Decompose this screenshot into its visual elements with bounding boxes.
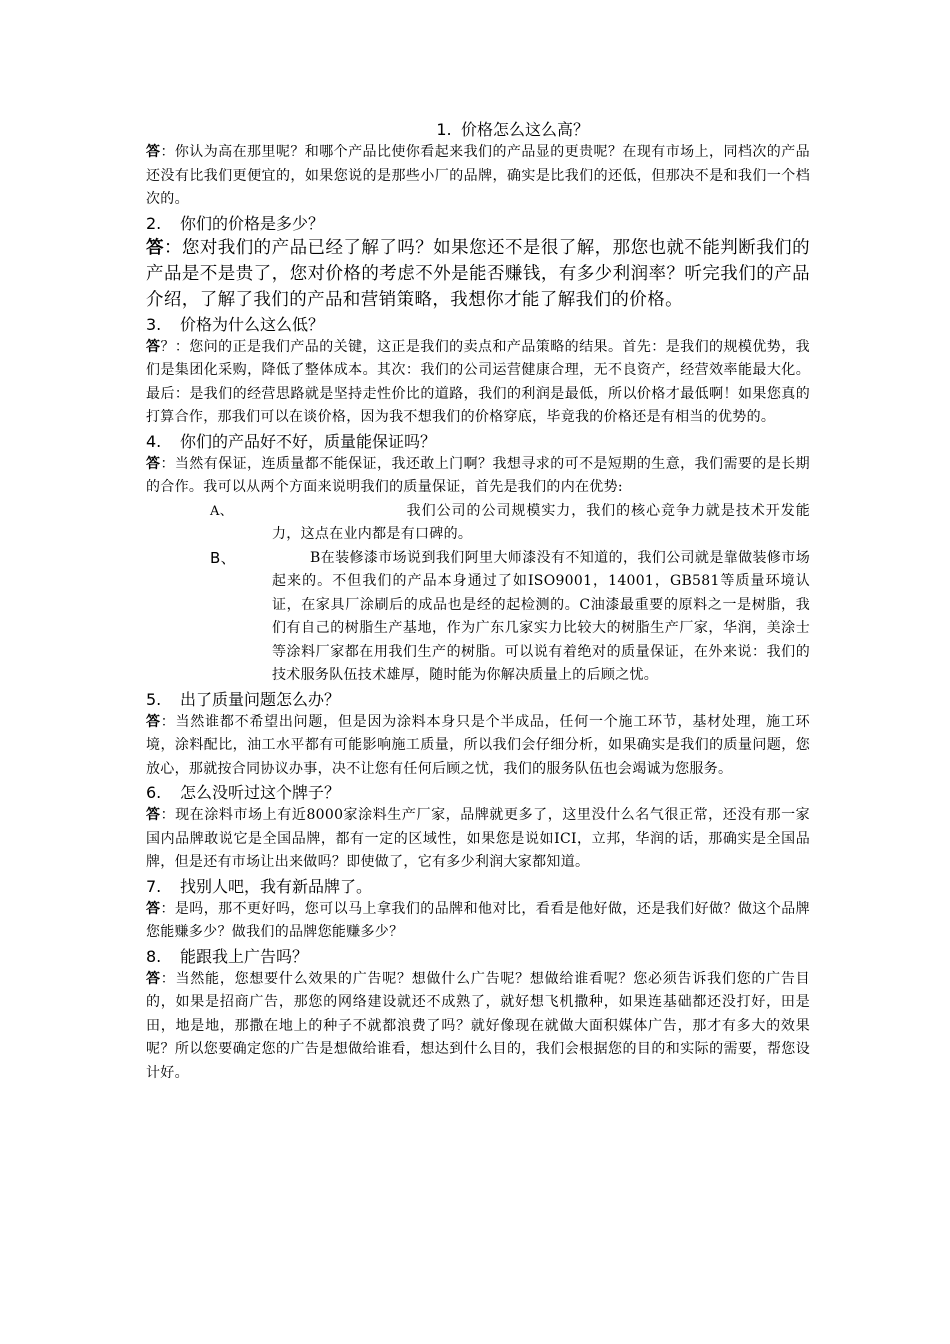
answer-text: ：您对我们的产品已经了解了吗？如果您还不是很了解，那您也就不能判断我们的产品是不是贵了，您对价格的考虑不外是能否赚钱，有多少利润率？听完我们的产品介绍，了解了我们的产品和营销策略，我想你才能了解我们的价格。 [146,237,810,310]
answer-text: ：是吗，那不更好吗，您可以马上拿我们的品牌和他对比，看看是他好做，还是我们好做？做这个品牌您能赚多少？做我们的品牌您能赚多少？ [146,900,810,940]
list-marker: A、 [210,503,233,519]
answer-label: 答 [146,144,161,160]
answer-label: 答 [146,338,161,355]
answer-text: ：你认为高在那里呢？和哪个产品比使你看起来我们的产品显的更贵呢？在现有市场上，同档次的产品还没有比我们更便宜的，如果您说的是那些小厂的品牌，确实是比我们的还低，但那决不是和我们一个档次的。 [146,144,810,207]
question-text: 找别人吧，我有新品牌了。 [180,876,373,896]
question-number: 3. [146,314,162,334]
answer-label: 答 [146,455,161,472]
answer-label: 答 [146,900,161,917]
answer-4 [146,453,810,500]
question-number: 2. [146,213,162,233]
document-page [146,118,810,1085]
question-text: 怎么没听过这个牌子？ [180,783,341,802]
answer-5 [146,711,810,782]
question-7 [146,875,810,898]
answer-8 [146,968,810,1086]
answer-text: ：现在涂料市场上有近8000家涂料生产厂家，品牌就更多了，这里没什么名气很正常，还没有那一家国内品牌敢说它是全国品牌，都有一定的区域性，如果您是说如ICI，立邦，华润的话，那确实是全国品牌，但是还有市场让出来做吗？即使做了，它有多少利润大家都知道。 [146,807,810,870]
question-6 [146,781,810,804]
question-text: 你们的产品好不好，质量能保证吗？ [180,431,437,451]
question-8 [146,945,810,968]
answer-label: 答 [146,970,161,987]
point-text: 我们公司的公司规模实力，我们的核心竞争力就是技术开发能力，这点在业内都是有口碑的。 [272,502,810,542]
question-5 [146,688,810,711]
question-number: 4. [146,431,162,451]
answer-text: ：当然有保证，连质量都不能保证，我还敢上门啊？我想寻求的可不是短期的生意，我们需要的是长期的合作。我可以从两个方面来说明我们的质量保证，首先是我们的内在优势: [146,455,810,495]
answer-3 [146,336,810,430]
question-number: 7. [146,876,162,896]
answer-label: 答 [146,807,161,823]
answer-text: ：当然能，您想要什么效果的广告呢？想做什么广告呢？想做给谁看呢？您必须告诉我们您的广告目的，如果是招商广告，那您的网络建设就还不成熟了，就好想飞机撒种，如果连基础都还没打好，田是田，地是地，那撒在地上的种子不就都浪费了吗？就好像现在就做大面积媒体广告，那才有多大的效果呢？所以您要确定您的广告是想做给谁看，想达到什么目的，我们会根据您的目的和实际的需要，帮您设计好。 [146,970,810,1081]
question-number: 8. [146,946,162,966]
answer-label: 答 [146,237,164,258]
list-marker: B、 [210,548,236,567]
question-text: 出了质量问题怎么办？ [180,689,341,709]
question-number: 6. [146,783,162,802]
question-1 [146,118,810,141]
point-text: B在装修漆市场说到我们阿里大师漆没有不知道的，我们公司就是靠做装修市场起来的。不但我们的产品本身通过了如ISO9001，14001，GB581等质量环境认证，在家具厂涂刷后的成品也是经的起检测的。C油漆最重要的原料之一是树脂，我们有自己的树脂生产基地，作为广东几家实力比较大的树脂生产厂家，华润，美涂士等涂料厂家都在用我们生产的树脂。可以说有着绝对的质量保证，在外来说：我们的技术服务队伍技术雄厚，随时能为你解决质量上的后顾之忧。 [272,549,810,683]
question-number: 1. [436,120,452,139]
answer-7 [146,898,810,945]
answer-label: 答 [146,713,161,730]
answer-1 [146,141,810,212]
question-text: 价格为什么这么低？ [180,314,325,334]
question-2 [146,212,810,235]
question-3 [146,313,810,336]
answer-4-point-b [146,547,810,688]
answer-text: ：当然谁都不希望出问题，但是因为涂料本身只是个半成品，任何一个施工环节，基材处理，施工环境，涂料配比，油工水平都有可能影响施工质量，所以我们会仔细分析，如果确实是我们的质量问题，您放心，那就按合同协议办事，决不让您有任何后顾之忧，我们的服务队伍也会竭诚为您服务。 [146,713,810,777]
question-text: 能跟我上广告吗？ [180,946,309,966]
answer-text: ？：您问的正是我们产品的关键，这正是我们的卖点和产品策略的结果。首先：是我们的规模优势，我们是集团化采购，降低了整体成本。其次：我们的公司运营健康合理，无不良资产，经营效率能最大化。最后：是我们的经营思路就是坚持走性价比的道路，我们的利润是最低，所以价格才最低啊！如果您真的打算合作，那我们可以在谈价格，因为我不想我们的价格穿底，毕竟我的价格还是有相当的优势的。 [146,338,810,425]
question-text: 你们的价格是多少？ [180,213,325,233]
question-4 [146,430,810,453]
question-text: 价格怎么这么高？ [460,120,589,139]
answer-2 [146,235,810,313]
answer-6 [146,804,810,875]
answer-4-point-a [146,500,810,547]
question-number: 5. [146,689,162,709]
